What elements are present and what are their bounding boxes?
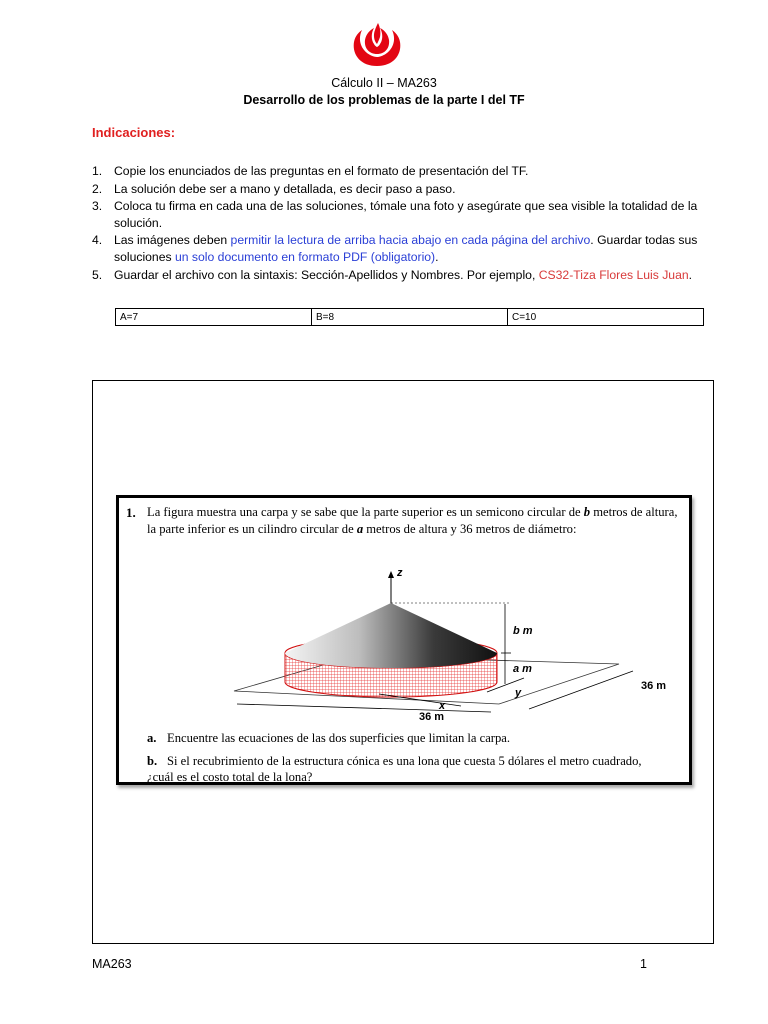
instruction-item — [92, 198, 712, 231]
instruction-item — [92, 163, 712, 180]
footer-page-number: 1 — [640, 957, 647, 971]
diameter-label: 36 m — [419, 711, 445, 723]
footer-course-code: MA263 — [92, 957, 132, 971]
statement-part-1: La figura muestra una carpa y se sabe que la parte superior es un semicono circular de — [147, 505, 584, 519]
instruction-text: Copie los enunciados de las preguntas en el formato de presentación del TF. — [114, 164, 529, 178]
instruction-number: 1. — [92, 164, 103, 178]
instruction-text-pre: Guardar el archivo con la sintaxis: Sección-Apellidos y Nombres. Por ejemplo, — [114, 267, 539, 282]
problem-part-a — [147, 730, 667, 746]
problem-card — [116, 495, 692, 785]
indicaciones-heading: Indicaciones: — [92, 125, 176, 140]
instructions-list — [92, 163, 712, 284]
part-b-label: b. — [147, 754, 158, 768]
a-height-label: a m — [513, 663, 532, 675]
value-b-cell: B=8 — [312, 309, 508, 326]
statement-part-2: metros de altura, la parte inferior es un cilindro circular de — [147, 505, 678, 536]
instruction-highlight-pdf: un solo documento en formato PDF (obligatorio) — [174, 249, 436, 264]
instruction-number: 5. — [92, 267, 103, 282]
value-a-cell: A=7 — [116, 309, 312, 326]
document-title: Desarrollo de los problemas de la parte I del TF — [243, 93, 525, 107]
instruction-example-filename: CS32-Tiza Flores Luis Juan — [538, 267, 689, 282]
y-axis-label: y — [515, 687, 522, 699]
problem-statement — [147, 504, 687, 538]
instruction-number: 4. — [92, 233, 103, 248]
values-row — [116, 309, 704, 326]
instruction-item — [92, 232, 712, 265]
part-a-text: Encuentre las ecuaciones de las dos superficies que limitan la carpa. — [167, 731, 511, 745]
variable-a: a — [356, 522, 364, 536]
tent-figure — [229, 566, 669, 724]
part-b-text: Si el recubrimiento de la estructura cónica es una lona que cuesta 5 dólares el metro cuadrado, ¿cuál es el costo total de la lona? — [147, 754, 642, 784]
instruction-text-post: . — [688, 267, 693, 282]
x-axis-label: x — [439, 700, 446, 712]
b-height-label: b m — [513, 625, 533, 637]
upc-logo-icon — [350, 22, 404, 68]
z-axis-label: z — [397, 567, 403, 579]
cone-surface — [285, 603, 497, 668]
variable-b: b — [583, 505, 591, 519]
depth-label: 36 m — [641, 680, 667, 692]
instruction-text: La solución debe ser a mano y detallada, es decir paso a paso. — [114, 181, 456, 196]
problem-part-b — [147, 753, 667, 785]
values-table — [115, 308, 704, 326]
instruction-text: Coloca tu firma en cada una de las soluciones, tómale una foto y asegúrate que sea visible la totalidad de la solución. — [114, 199, 698, 230]
problem-number: 1. — [126, 505, 136, 520]
course-title: Cálculo II – MA263 — [331, 76, 437, 90]
instruction-item — [92, 267, 712, 284]
instruction-number: 3. — [92, 199, 103, 214]
z-axis-arrow — [388, 571, 394, 578]
value-c-cell: C=10 — [508, 309, 704, 326]
instruction-item — [92, 181, 712, 198]
instruction-highlight-reading: permitir la lectura de arriba hacia abajo en cada página del archivo — [230, 233, 591, 248]
instruction-number: 2. — [92, 181, 103, 196]
part-a-label: a. — [147, 731, 157, 745]
instruction-text-mid: . Guardar todas sus soluciones — [114, 233, 698, 264]
statement-part-3: metros de altura y 36 metros de diámetro: — [363, 522, 577, 536]
instruction-text-pre: Las imágenes deben — [114, 233, 231, 248]
instruction-text-post: . — [435, 249, 439, 264]
